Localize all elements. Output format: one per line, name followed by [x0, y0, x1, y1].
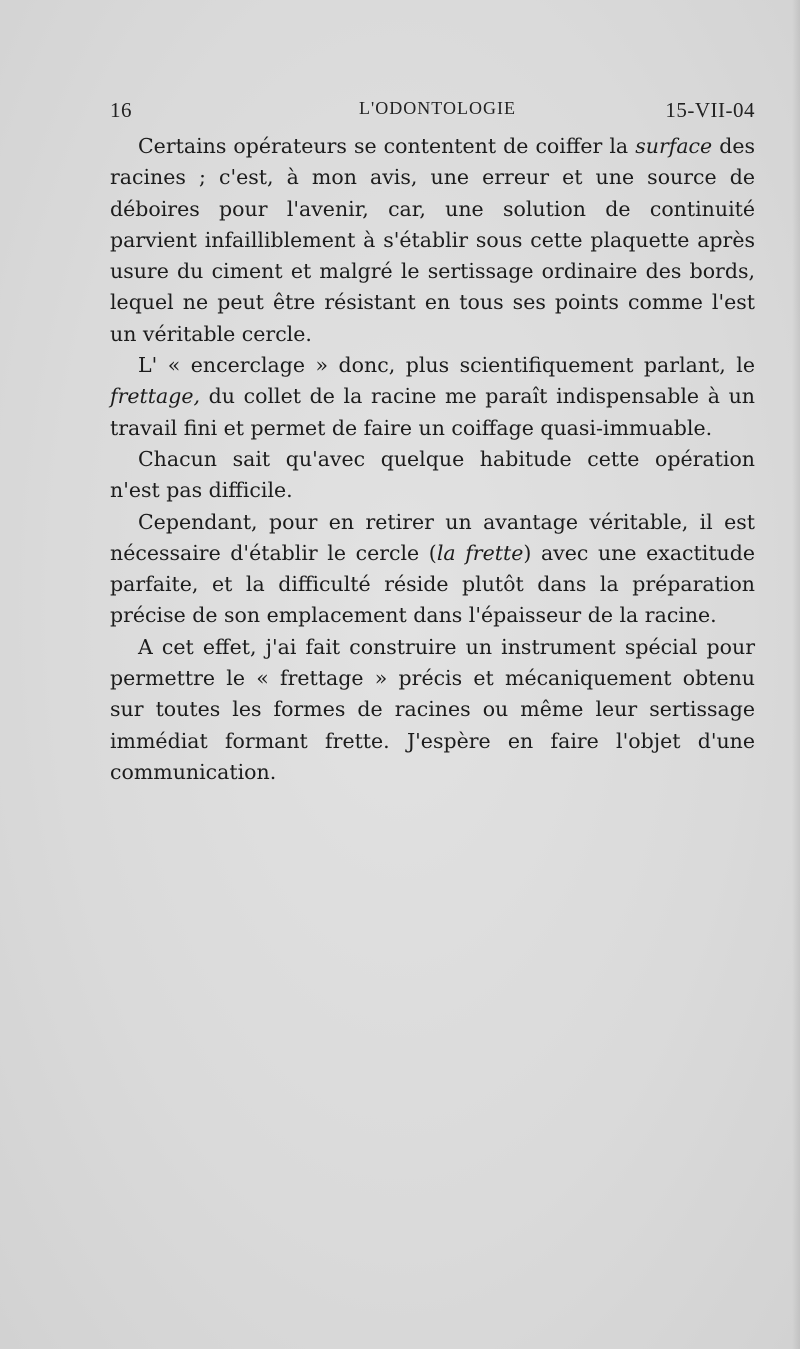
- issue-date: 15-VII-04: [665, 98, 755, 122]
- page-edge-shadow: [792, 0, 800, 1349]
- paragraph-5: [110, 632, 755, 788]
- paragraph-5-text-a: A cet effet, j'ai fait construire un instrument spécial pour permettre le « frettage » précis et mécaniquement obtenu sur toutes les formes de racines ou même leur sertissage immédiat formant frette. J'espère en faire l'objet d'une communication.: [110, 634, 755, 784]
- paragraph-1-text-a: Certains opérateurs se contentent de coiffer la: [138, 134, 636, 158]
- paragraph-1-italic: surface: [635, 134, 713, 158]
- paragraph-1: [110, 131, 755, 350]
- paragraph-2-italic: frettage,: [110, 384, 200, 409]
- paragraph-2: [110, 350, 755, 444]
- paragraph-4-italic: la frette: [436, 540, 524, 565]
- paragraph-1-text-b: des racines ; c'est, à mon avis, une erreur et une source de déboires pour l'avenir, car, une solution de continuité parvient infailliblement à s'établir sous cette plaquette après usure du ciment et malgré le sertissage ordinaire des bords, lequel ne peut être résistant en tous ses points comme l'est un véritable cercle.: [110, 134, 756, 346]
- paragraph-3: [110, 444, 755, 507]
- page-number: 16: [110, 98, 132, 122]
- paragraph-4-text-a: Cependant, pour en retirer un avantage véritable, il est nécessaire d'établir le cercle (: [110, 509, 755, 565]
- paragraph-2-text-b: du collet de la racine me paraît indispensable à un travail fini et permet de faire un coiffage quasi-immuable.: [110, 384, 755, 440]
- running-header: [110, 98, 755, 128]
- body-text: [110, 131, 755, 788]
- paragraph-4-text-b: ) avec une exactitude parfaite, et la difficulté réside plutôt dans la préparation précise de son emplacement dans l'épaisseur de la racine.: [110, 540, 756, 628]
- paragraph-4: [110, 507, 755, 632]
- paragraph-3-text-a: Chacun sait qu'avec quelque habitude cette opération n'est pas difficile.: [110, 446, 755, 503]
- paragraph-2-text-a: L' « encerclage » donc, plus scientifiquement parlant, le: [138, 353, 755, 378]
- journal-title: L'ODONTOLOGIE: [359, 98, 516, 118]
